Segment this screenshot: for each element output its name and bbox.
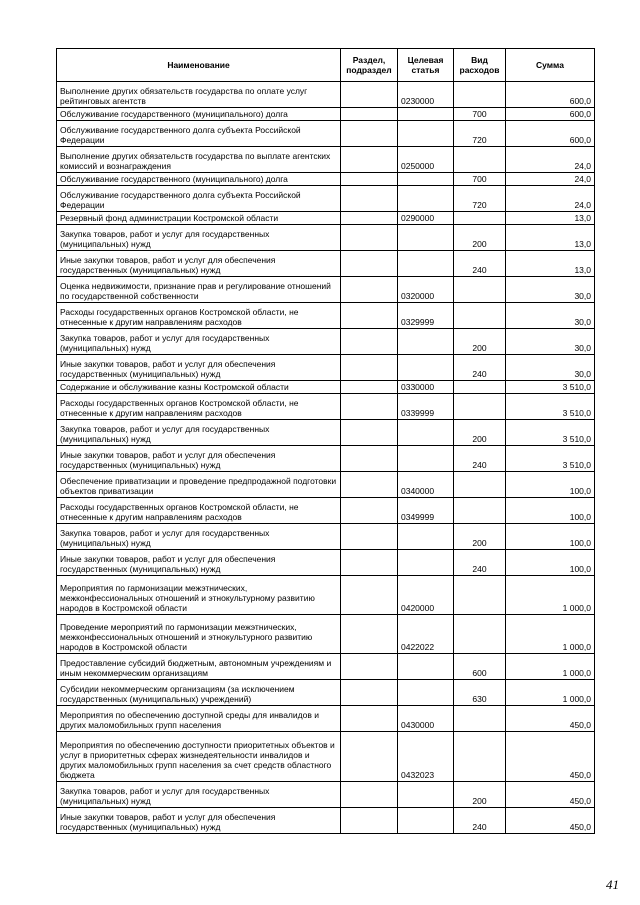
cell-sum: 13,0 [506,212,595,225]
cell-target: 0340000 [398,472,454,498]
cell-target [398,121,454,147]
cell-target [398,355,454,381]
cell-name: Обслуживание государственного (муниципального) долга [57,108,341,121]
cell-name: Обслуживание государственного долга субъекта Российской Федерации [57,121,341,147]
cell-section [341,808,398,834]
cell-name: Закупка товаров, работ и услуг для государственных (муниципальных) нужд [57,420,341,446]
cell-section [341,173,398,186]
cell-name: Мероприятия по обеспечению доступности приоритетных объектов и услуг в приоритетных сферах жизнедеятельности инвалидов и других маломобильных групп населения за счет средств областного бюджета [57,732,341,782]
cell-target: 0349999 [398,498,454,524]
cell-kind [454,576,506,615]
table-row [57,225,595,251]
table-row [57,420,595,446]
cell-sum: 30,0 [506,329,595,355]
cell-target [398,654,454,680]
cell-section [341,303,398,329]
cell-kind: 240 [454,446,506,472]
cell-kind: 200 [454,420,506,446]
cell-kind [454,394,506,420]
cell-name: Мероприятия по гармонизации межэтнических, межконфессиональных отношений и этнокультурному развитию народов в Костромской области [57,576,341,615]
cell-target [398,186,454,212]
cell-kind [454,706,506,732]
cell-section [341,394,398,420]
cell-kind [454,472,506,498]
cell-sum: 3 510,0 [506,394,595,420]
cell-sum: 1 000,0 [506,576,595,615]
cell-target: 0250000 [398,147,454,173]
cell-name: Иные закупки товаров, работ и услуг для обеспечения государственных (муниципальных) нужд [57,446,341,472]
table-row [57,446,595,472]
cell-name: Резервный фонд администрации Костромской области [57,212,341,225]
cell-name: Выполнение других обязательств государства по выплате агентских комиссий и вознаграждения [57,147,341,173]
cell-target [398,524,454,550]
cell-name: Иные закупки товаров, работ и услуг для обеспечения государственных (муниципальных) нужд [57,251,341,277]
table-header-row [57,49,595,82]
cell-section [341,654,398,680]
cell-section [341,615,398,654]
cell-kind: 240 [454,808,506,834]
cell-target: 0320000 [398,277,454,303]
table-row [57,498,595,524]
cell-sum: 24,0 [506,173,595,186]
cell-name: Закупка товаров, работ и услуг для государственных (муниципальных) нужд [57,524,341,550]
table-row [57,615,595,654]
cell-sum: 3 510,0 [506,446,595,472]
cell-name: Расходы государственных органов Костромской области, не отнесенные к другим направлениям расходов [57,498,341,524]
cell-sum: 1 000,0 [506,615,595,654]
table-row [57,147,595,173]
cell-sum: 24,0 [506,186,595,212]
cell-kind: 720 [454,121,506,147]
cell-kind: 200 [454,782,506,808]
cell-kind: 700 [454,173,506,186]
table-row [57,251,595,277]
cell-target: 0290000 [398,212,454,225]
budget-table [56,48,595,834]
table-row [57,706,595,732]
cell-sum: 600,0 [506,121,595,147]
cell-name: Иные закупки товаров, работ и услуг для обеспечения государственных (муниципальных) нужд [57,355,341,381]
cell-kind: 600 [454,654,506,680]
table-row [57,212,595,225]
cell-target [398,550,454,576]
cell-sum: 30,0 [506,355,595,381]
cell-section [341,186,398,212]
cell-name: Выполнение других обязательств государства по оплате услуг рейтинговых агентств [57,82,341,108]
cell-kind: 720 [454,186,506,212]
header-sum: Сумма [506,49,595,82]
table-row [57,808,595,834]
cell-kind: 240 [454,550,506,576]
header-name: Наименование [57,49,341,82]
cell-name: Предоставление субсидий бюджетным, автономным учреждениям и иным некоммерческим организациям [57,654,341,680]
cell-section [341,277,398,303]
cell-name: Проведение мероприятий по гармонизации межэтнических, межконфессиональных отношений и этнокультурного развитию народов в Костромской области [57,615,341,654]
cell-section [341,147,398,173]
cell-target: 0422022 [398,615,454,654]
cell-kind: 240 [454,355,506,381]
cell-name: Иные закупки товаров, работ и услуг для обеспечения государственных (муниципальных) нужд [57,550,341,576]
cell-sum: 1 000,0 [506,680,595,706]
cell-sum: 30,0 [506,303,595,329]
table-row [57,654,595,680]
table-row [57,186,595,212]
cell-name: Обслуживание государственного долга субъекта Российской Федерации [57,186,341,212]
cell-kind [454,277,506,303]
cell-sum: 13,0 [506,225,595,251]
cell-sum: 450,0 [506,808,595,834]
cell-section [341,524,398,550]
cell-target: 0330000 [398,381,454,394]
cell-kind [454,303,506,329]
table-row [57,355,595,381]
cell-target: 0329999 [398,303,454,329]
cell-section [341,680,398,706]
cell-name: Субсидии некоммерческим организациям (за исключением государственных (муниципальных) учреждений) [57,680,341,706]
cell-target [398,782,454,808]
cell-kind: 240 [454,251,506,277]
cell-section [341,82,398,108]
header-target: Целевая статья [398,49,454,82]
cell-name: Расходы государственных органов Костромской области, не отнесенные к другим направлениям расходов [57,303,341,329]
cell-section [341,420,398,446]
table-row [57,576,595,615]
cell-sum: 450,0 [506,732,595,782]
cell-name: Обслуживание государственного (муниципального) долга [57,173,341,186]
cell-kind [454,498,506,524]
table-body [57,82,595,834]
cell-name: Обеспечение приватизации и проведение предпродажной подготовки объектов приватизации [57,472,341,498]
cell-sum: 13,0 [506,251,595,277]
cell-sum: 30,0 [506,277,595,303]
cell-section [341,355,398,381]
cell-target: 0430000 [398,706,454,732]
cell-target [398,251,454,277]
cell-section [341,446,398,472]
cell-kind: 700 [454,108,506,121]
cell-sum: 600,0 [506,108,595,121]
cell-sum: 600,0 [506,82,595,108]
cell-target [398,808,454,834]
cell-name: Содержание и обслуживание казны Костромской области [57,381,341,394]
table-row [57,472,595,498]
cell-kind [454,732,506,782]
table-row [57,108,595,121]
cell-sum: 100,0 [506,472,595,498]
cell-section [341,472,398,498]
table-row [57,732,595,782]
cell-kind [454,381,506,394]
table-row [57,277,595,303]
cell-sum: 24,0 [506,147,595,173]
table-row [57,303,595,329]
cell-section [341,108,398,121]
cell-kind: 200 [454,524,506,550]
cell-name: Оценка недвижимости, признание прав и регулирование отношений по государственной собственности [57,277,341,303]
cell-section [341,732,398,782]
table-row [57,329,595,355]
cell-name: Закупка товаров, работ и услуг для государственных (муниципальных) нужд [57,782,341,808]
cell-sum: 1 000,0 [506,654,595,680]
cell-sum: 100,0 [506,498,595,524]
header-kind: Вид расходов [454,49,506,82]
cell-target [398,680,454,706]
cell-name: Иные закупки товаров, работ и услуг для обеспечения государственных (муниципальных) нужд [57,808,341,834]
cell-section [341,782,398,808]
cell-section [341,498,398,524]
cell-sum: 3 510,0 [506,381,595,394]
cell-section [341,329,398,355]
cell-target [398,225,454,251]
cell-target: 0420000 [398,576,454,615]
cell-section [341,706,398,732]
cell-target [398,108,454,121]
cell-sum: 450,0 [506,706,595,732]
cell-kind [454,212,506,225]
cell-target: 0230000 [398,82,454,108]
cell-name: Расходы государственных органов Костромской области, не отнесенные к другим направлениям расходов [57,394,341,420]
cell-kind: 200 [454,225,506,251]
cell-section [341,381,398,394]
table-row [57,550,595,576]
cell-target [398,173,454,186]
cell-section [341,550,398,576]
cell-section [341,576,398,615]
cell-sum: 100,0 [506,524,595,550]
cell-target: 0339999 [398,394,454,420]
cell-name: Мероприятия по обеспечению доступной среды для инвалидов и других маломобильных групп населения [57,706,341,732]
cell-section [341,251,398,277]
table-row [57,121,595,147]
cell-kind [454,615,506,654]
page-number: 41 [606,877,619,892]
table-row [57,381,595,394]
table-row [57,82,595,108]
table-row [57,782,595,808]
cell-sum: 450,0 [506,782,595,808]
cell-target [398,420,454,446]
cell-kind: 630 [454,680,506,706]
cell-section [341,212,398,225]
cell-target [398,446,454,472]
cell-section [341,225,398,251]
table-row [57,173,595,186]
cell-name: Закупка товаров, работ и услуг для государственных (муниципальных) нужд [57,225,341,251]
table-row [57,394,595,420]
header-section: Раздел, подраздел [341,49,398,82]
cell-sum: 100,0 [506,550,595,576]
cell-target [398,329,454,355]
cell-target: 0432023 [398,732,454,782]
cell-name: Закупка товаров, работ и услуг для государственных (муниципальных) нужд [57,329,341,355]
cell-sum: 3 510,0 [506,420,595,446]
cell-kind [454,82,506,108]
table-row [57,680,595,706]
cell-kind [454,147,506,173]
cell-section [341,121,398,147]
cell-kind: 200 [454,329,506,355]
table-row [57,524,595,550]
